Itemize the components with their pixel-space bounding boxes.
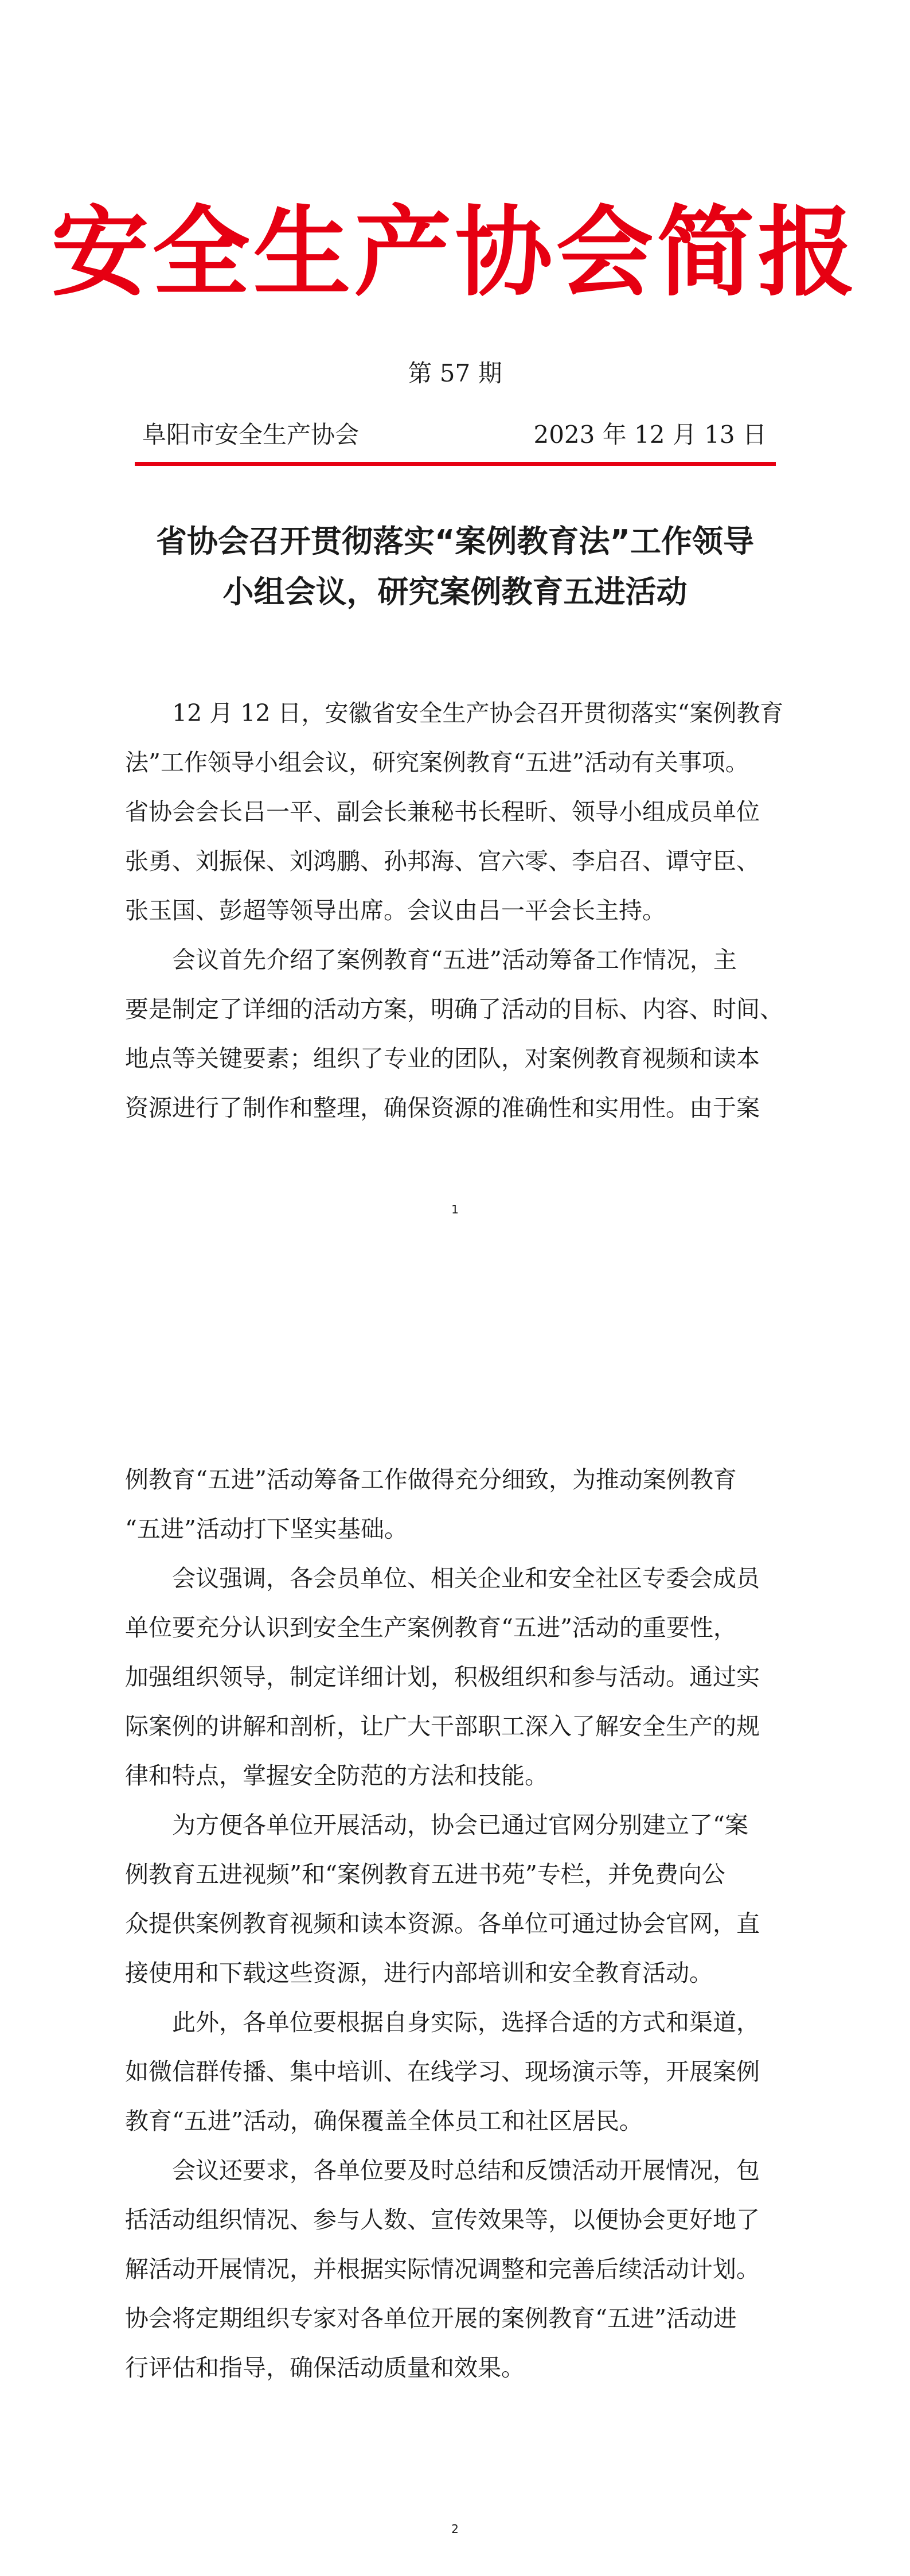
body-line: 协会将定期组织专家对各单位开展的案例教育“五进”活动进 (125, 2305, 737, 2332)
body-line: 括活动组织情况、参与人数、宣传效果等，以便协会更好地了 (125, 2206, 760, 2233)
article-title (115, 516, 795, 617)
body-line: 地点等关键要素；组织了专业的团队，对案例教育视频和读本 (125, 1045, 760, 1072)
red-divider-rule (135, 462, 776, 466)
body-line: 张玉国、彭超等领导出席。会议由吕一平会长主持。 (125, 897, 666, 924)
body-line: 省协会会长吕一平、副会长兼秘书长程昕、领导小组成员单位 (125, 798, 760, 826)
body-line: 张勇、刘振保、刘鸿鹏、孙邦海、宫六零、李启召、谭守臣、 (125, 847, 760, 875)
body-line: 会议强调，各会员单位、相关企业和安全社区专委会成员 (172, 1565, 760, 1592)
bulletin-masthead: 安全生产协会简报 (51, 195, 859, 310)
body-line: 会议还要求，各单位要及时总结和反馈活动开展情况，包 (172, 2157, 760, 2184)
body-line: 如微信群传播、集中培训、在线学习、现场演示等，开展案例 (125, 2058, 760, 2085)
issue-number: 第 57 期 (408, 359, 502, 387)
body-line: 众提供案例教育视频和读本资源。各单位可通过协会官网，直 (125, 1910, 760, 1937)
article-title-line-2: 小组会议，研究案例教育五进活动 (222, 574, 688, 610)
body-line: 为方便各单位开展活动，协会已通过官网分别建立了“案 (172, 1811, 748, 1839)
body-line: 例教育五进视频”和“案例教育五进书苑”专栏，并免费向公 (125, 1861, 725, 1888)
article-title-line-1: 省协会召开贯彻落实“案例教育法”工作领导 (156, 523, 754, 559)
body-line: 要是制定了详细的活动方案，明确了活动的目标、内容、时间、 (125, 995, 783, 1023)
body-line: 接使用和下载这些资源，进行内部培训和安全教育活动。 (125, 1959, 713, 1987)
body-line: 单位要充分认识到安全生产案例教育“五进”活动的重要性， (125, 1614, 737, 1641)
body-line: 此外，各单位要根据自身实际，选择合适的方式和渠道， (172, 2009, 760, 2036)
body-line: 律和特点，掌握安全防范的方法和技能。 (125, 1762, 548, 1789)
body-line: 教育“五进”活动，确保覆盖全体员工和社区居民。 (125, 2107, 643, 2135)
body-line: 12 月 12 日，安徽省安全生产协会召开贯彻落实“案例教育 (172, 699, 784, 727)
body-line: 加强组织领导，制定详细计划，积极组织和参与活动。通过实 (125, 1663, 760, 1691)
body-line: 际案例的讲解和剖析，让广大干部职工深入了解安全生产的规 (125, 1713, 760, 1740)
publisher-organization: 阜阳市安全生产协会 (142, 421, 360, 449)
body-line: 资源进行了制作和整理，确保资源的准确性和实用性。由于案 (125, 1094, 760, 1122)
body-line: 行评估和指导，确保活动质量和效果。 (125, 2354, 525, 2382)
body-line: 例教育“五进”活动筹备工作做得充分细致，为推动案例教育 (125, 1466, 737, 1493)
page-number: 2 (451, 2522, 459, 2536)
body-line: 法”工作领导小组会议，研究案例教育“五进”活动有关事项。 (125, 749, 749, 776)
body-line: “五进”活动打下坚实基础。 (125, 1515, 408, 1543)
publication-date: 2023 年 12 月 13 日 (533, 421, 767, 449)
body-line: 会议首先介绍了案例教育“五进”活动筹备工作情况，主 (172, 946, 737, 974)
page-number: 1 (451, 1203, 459, 1216)
body-line: 解活动开展情况，并根据实际情况调整和完善后续活动计划。 (125, 2255, 760, 2283)
